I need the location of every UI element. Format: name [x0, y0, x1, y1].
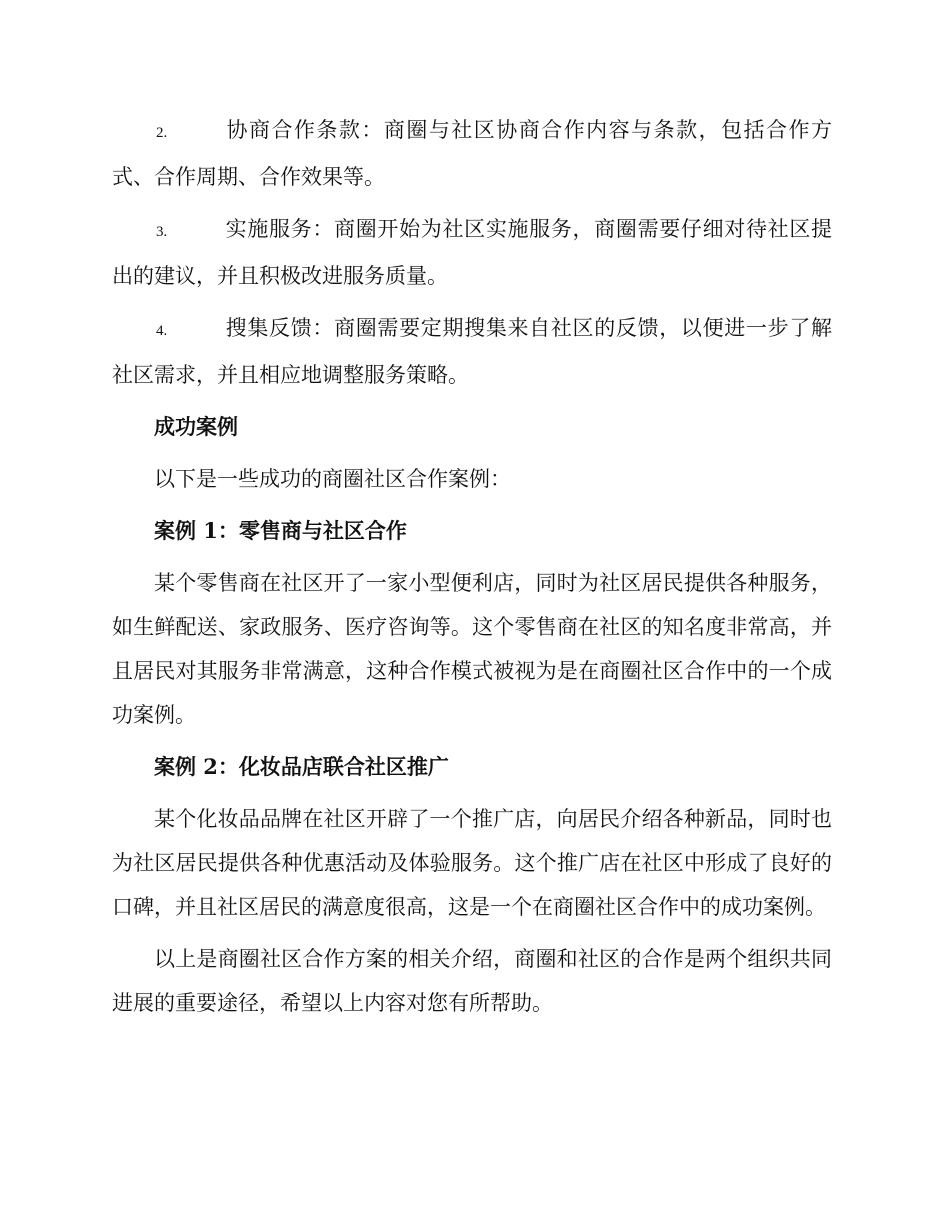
- case2-heading: 案例 2：化妆品店联合社区推广: [154, 754, 449, 779]
- section-heading: 成功案例: [154, 414, 238, 439]
- list-item: [112, 306, 832, 397]
- case2-paragraph: 某个化妆品品牌在社区开辟了一个推广店，向居民介绍各种新品，同时也为社区居民提供各种优惠活动及体验服务。这个推广店在社区中形成了良好的口碑，并且社区居民的满意度很高，这是一个在商圈社区合作中的成功案例。: [112, 807, 832, 919]
- conclusion-paragraph: 以上是商圈社区合作方案的相关介绍，商圈和社区的合作是两个组织共同进展的重要途径，希望以上内容对您有所帮助。: [112, 947, 832, 1015]
- list-number: 2.: [156, 125, 168, 141]
- list-item: [112, 207, 832, 298]
- case1-heading: 案例 1：零售商与社区合作: [154, 518, 407, 543]
- case1-paragraph: 某个零售商在社区开了一家小型便利店，同时为社区居民提供各种服务，如生鲜配送、家政服务、医疗咨询等。这个零售商在社区的知名度非常高，并且居民对其服务非常满意，这种合作模式被视为是在商圈社区合作中的一个成功案例。: [112, 571, 832, 727]
- list-number: 4.: [156, 323, 168, 339]
- list-item-text: 搜集反馈：商圈需要定期搜集来自社区的反馈，以便进一步了解社区需求，并且相应地调整服务策略。: [112, 316, 832, 387]
- list-item: [112, 108, 832, 199]
- list-item-text: 协商合作条款：商圈与社区协商合作内容与条款，包括合作方式、合作周期、合作效果等。: [112, 118, 832, 189]
- intro-paragraph: 以下是一些成功的商圈社区合作案例：: [154, 467, 511, 491]
- list-number: 3.: [156, 224, 168, 240]
- list-item-text: 实施服务：商圈开始为社区实施服务，商圈需要仔细对待社区提出的建议，并且积极改进服务质量。: [112, 217, 832, 288]
